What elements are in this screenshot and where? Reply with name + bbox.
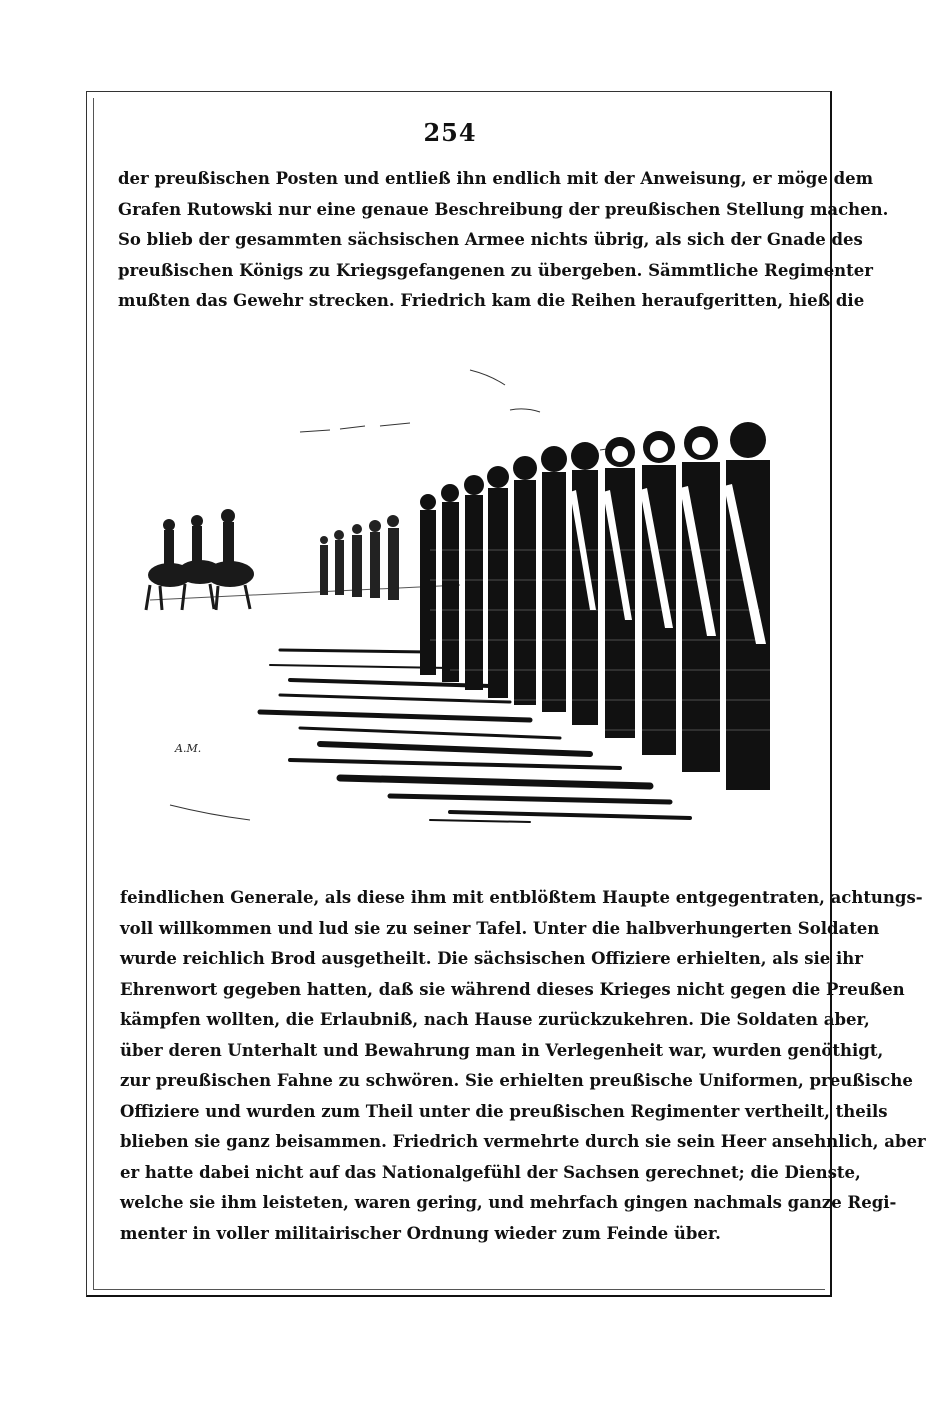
engraver-mark bbox=[170, 805, 250, 820]
text-line: menter in voller militairischer Ordnung wieder zum Feinde über. bbox=[120, 1223, 721, 1243]
text-line: wurde reichlich Brod ausgetheilt. Die sächsischen Offiziere erhielten, als sie ihr bbox=[120, 949, 863, 968]
paragraph-top bbox=[118, 164, 889, 317]
text-line: er hatte dabei nicht auf das Nationalgefühl der Sachsen gerechnet; die Dienste, bbox=[120, 1162, 861, 1182]
text-line: der preußischen Posten und entließ ihn endlich mit der Anweisung, er möge dem bbox=[118, 169, 874, 188]
text-line: über deren Unterhalt und Bewahrung man in Verlegenheit war, wurden genöthigt, bbox=[120, 1040, 884, 1060]
text-line: Ehrenwort gegeben hatten, daß sie während dieses Krieges nicht gegen die Preußen bbox=[120, 979, 905, 999]
text-line: zur preußischen Fahne zu schwören. Sie erhielten preußische Uniformen, preußische bbox=[120, 1071, 913, 1090]
sky-strokes bbox=[300, 370, 620, 450]
text-line: blieben sie ganz beisammen. Friedrich vermehrte durch sie sein Heer ansehnlich, aber bbox=[120, 1132, 926, 1151]
text-line: Grafen Rutowski nur eine genaue Beschreibung der preußischen Stellung machen. bbox=[118, 199, 889, 219]
paragraph-bottom bbox=[120, 883, 926, 1249]
text-line: So blieb der gesammten sächsischen Armee nichts übrig, als sich der Gnade des bbox=[118, 230, 863, 249]
page-number: 254 bbox=[423, 118, 477, 147]
cavalry-group bbox=[146, 509, 254, 610]
distant-soldiers bbox=[320, 515, 399, 600]
text-line: kämpfen wollten, die Erlaubniß, nach Hause zurückzukehren. Die Soldaten aber, bbox=[120, 1010, 870, 1029]
text-line: preußischen Königs zu Kriegsgefangenen zu übergeben. Sämmtliche Regimenter bbox=[118, 260, 873, 280]
text-line: voll willkommen und lud sie zu seiner Tafel. Unter die halbverhungerten Soldaten bbox=[120, 918, 880, 938]
horizon-line bbox=[150, 585, 460, 600]
text-line: mußten das Gewehr strecken. Friedrich kam die Reihen heraufgeritten, hieß die bbox=[118, 291, 865, 310]
illustration-surrender-scene bbox=[130, 350, 800, 835]
text-line: feindlichen Generale, als diese ihm mit entblößtem Haupte entgegentraten, achtungs- bbox=[120, 888, 923, 907]
artist-signature: A.M. bbox=[175, 742, 202, 755]
text-line: Offiziere und wurden zum Theil unter die preußischen Regimenter vertheilt, theils bbox=[120, 1101, 888, 1121]
text-line: welche sie ihm leisteten, waren gering, und mehrfach gingen nachmals ganze Regi- bbox=[120, 1193, 897, 1212]
